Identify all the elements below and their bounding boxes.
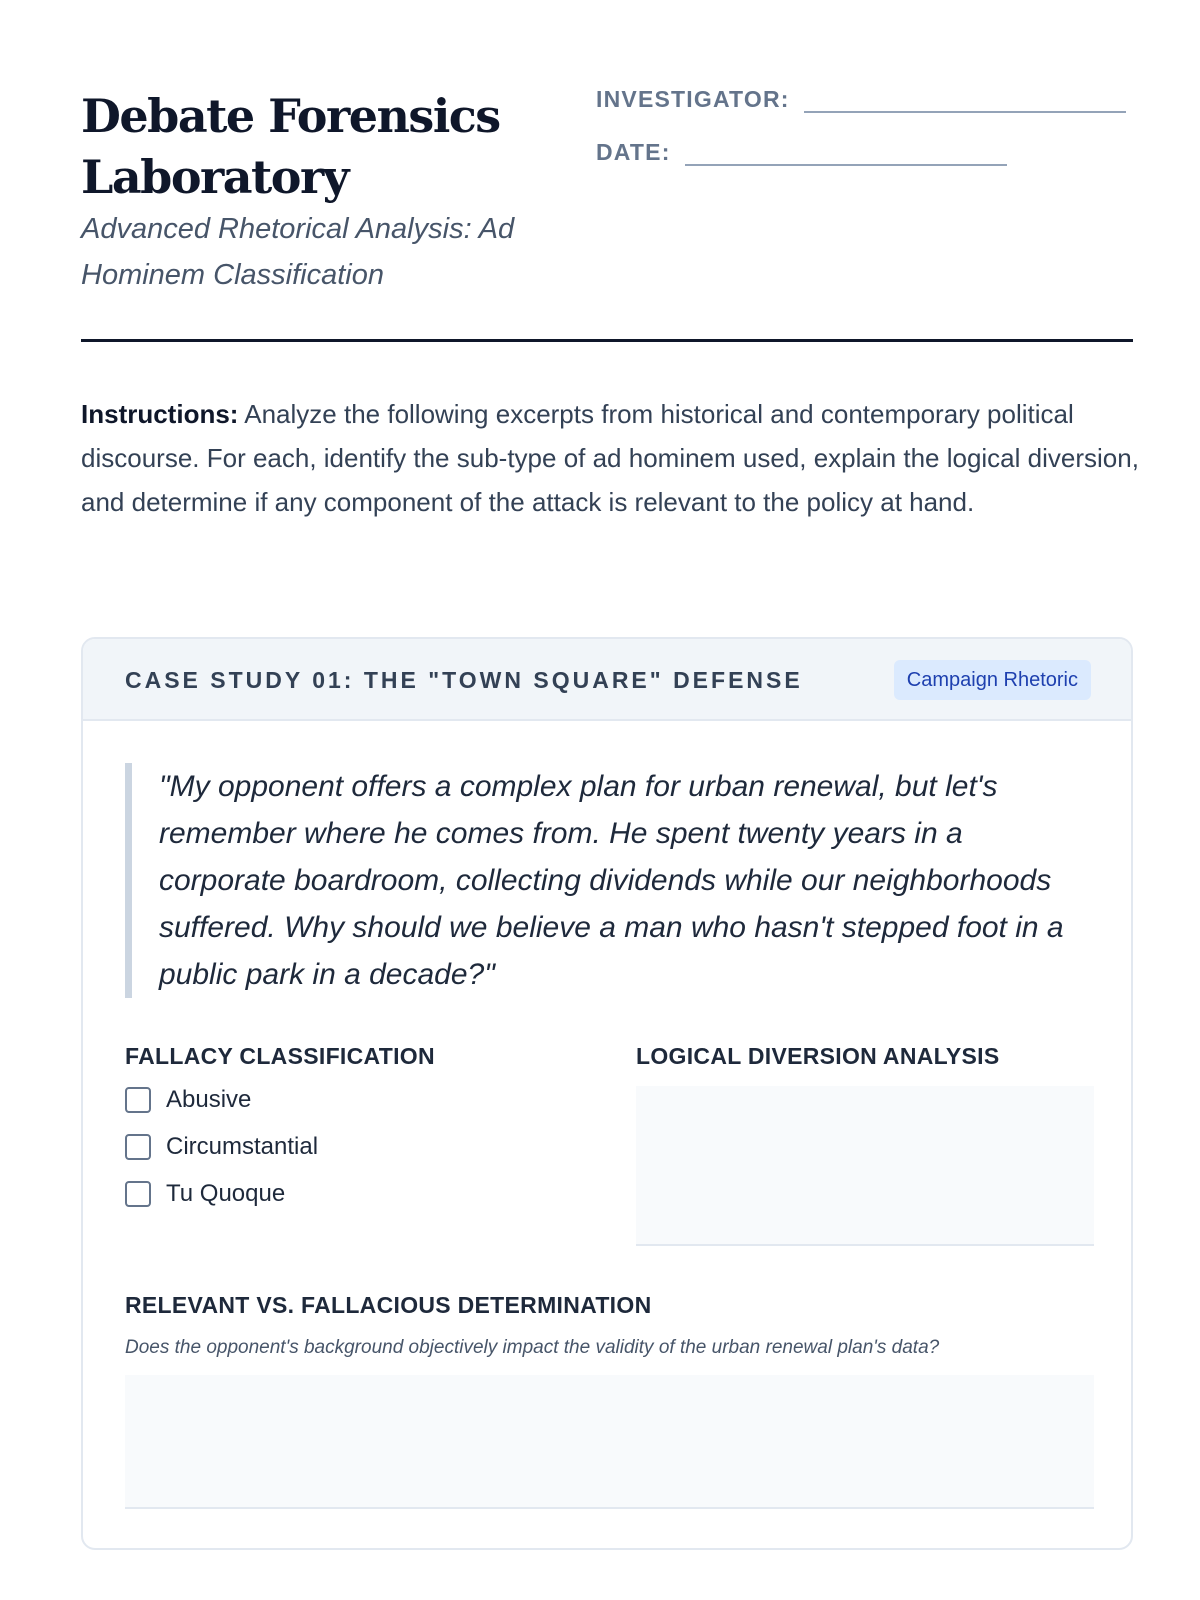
option-tu-quoque[interactable] [125,1181,318,1207]
case-study-header [83,639,1131,721]
case-study-card [81,637,1133,1550]
option-label: Circumstantial [166,1133,319,1160]
tu-quoque-checkbox[interactable] [125,1181,151,1207]
date-row [596,138,1007,166]
page-title: Debate Forensics Laboratory [81,89,500,204]
fallacy-options [125,1087,318,1228]
option-circumstantial[interactable] [125,1134,318,1160]
circumstantial-checkbox[interactable] [125,1134,151,1160]
option-label: Abusive [166,1086,252,1113]
case-quote: "My opponent offers a complex plan for urban renewal, but let's remember where he comes from. He spent twenty years in a corporate boardroom, collecting dividends while our neighborhoods suffered. Why should we believe a man who hasn't stepped foot in a public park in a decade?" [125,763,1095,998]
instructions [81,392,1141,524]
investigator-label: INVESTIGATOR: [596,86,790,112]
investigator-row [596,85,1126,113]
relevance-label: RELEVANT VS. FALLACIOUS DETERMINATION [125,1292,652,1318]
worksheet-header [81,80,1133,342]
case-category-badge: Campaign Rhetoric [894,660,1091,700]
case-study-title: CASE STUDY 01: THE "TOWN SQUARE" DEFENSE [125,667,803,693]
diversion-answer-box[interactable] [636,1086,1094,1246]
option-label: Tu Quoque [166,1180,286,1207]
relevance-prompt: Does the opponent's background objectively impact the validity of the urban renewal plan's data? [125,1337,940,1358]
instructions-text: Analyze the following excerpts from historical and contemporary political discourse. For each, identify the sub-type of ad hominem used, explain the logical diversion, and determine if any component of the attack is relevant to the policy at hand. [81,399,1139,517]
page-subtitle: Advanced Rhetorical Analysis: Ad Hominem Classification [81,213,515,291]
date-label: DATE: [596,139,671,165]
abusive-checkbox[interactable] [125,1087,151,1113]
logical-diversion-label: LOGICAL DIVERSION ANALYSIS [636,1043,1000,1069]
instructions-label: Instructions: [81,399,239,429]
date-field[interactable] [685,144,1007,166]
option-abusive[interactable] [125,1087,318,1113]
investigator-field[interactable] [804,91,1126,113]
relevance-answer-box[interactable] [125,1375,1094,1509]
fallacy-classification-label: FALLACY CLASSIFICATION [125,1043,435,1069]
